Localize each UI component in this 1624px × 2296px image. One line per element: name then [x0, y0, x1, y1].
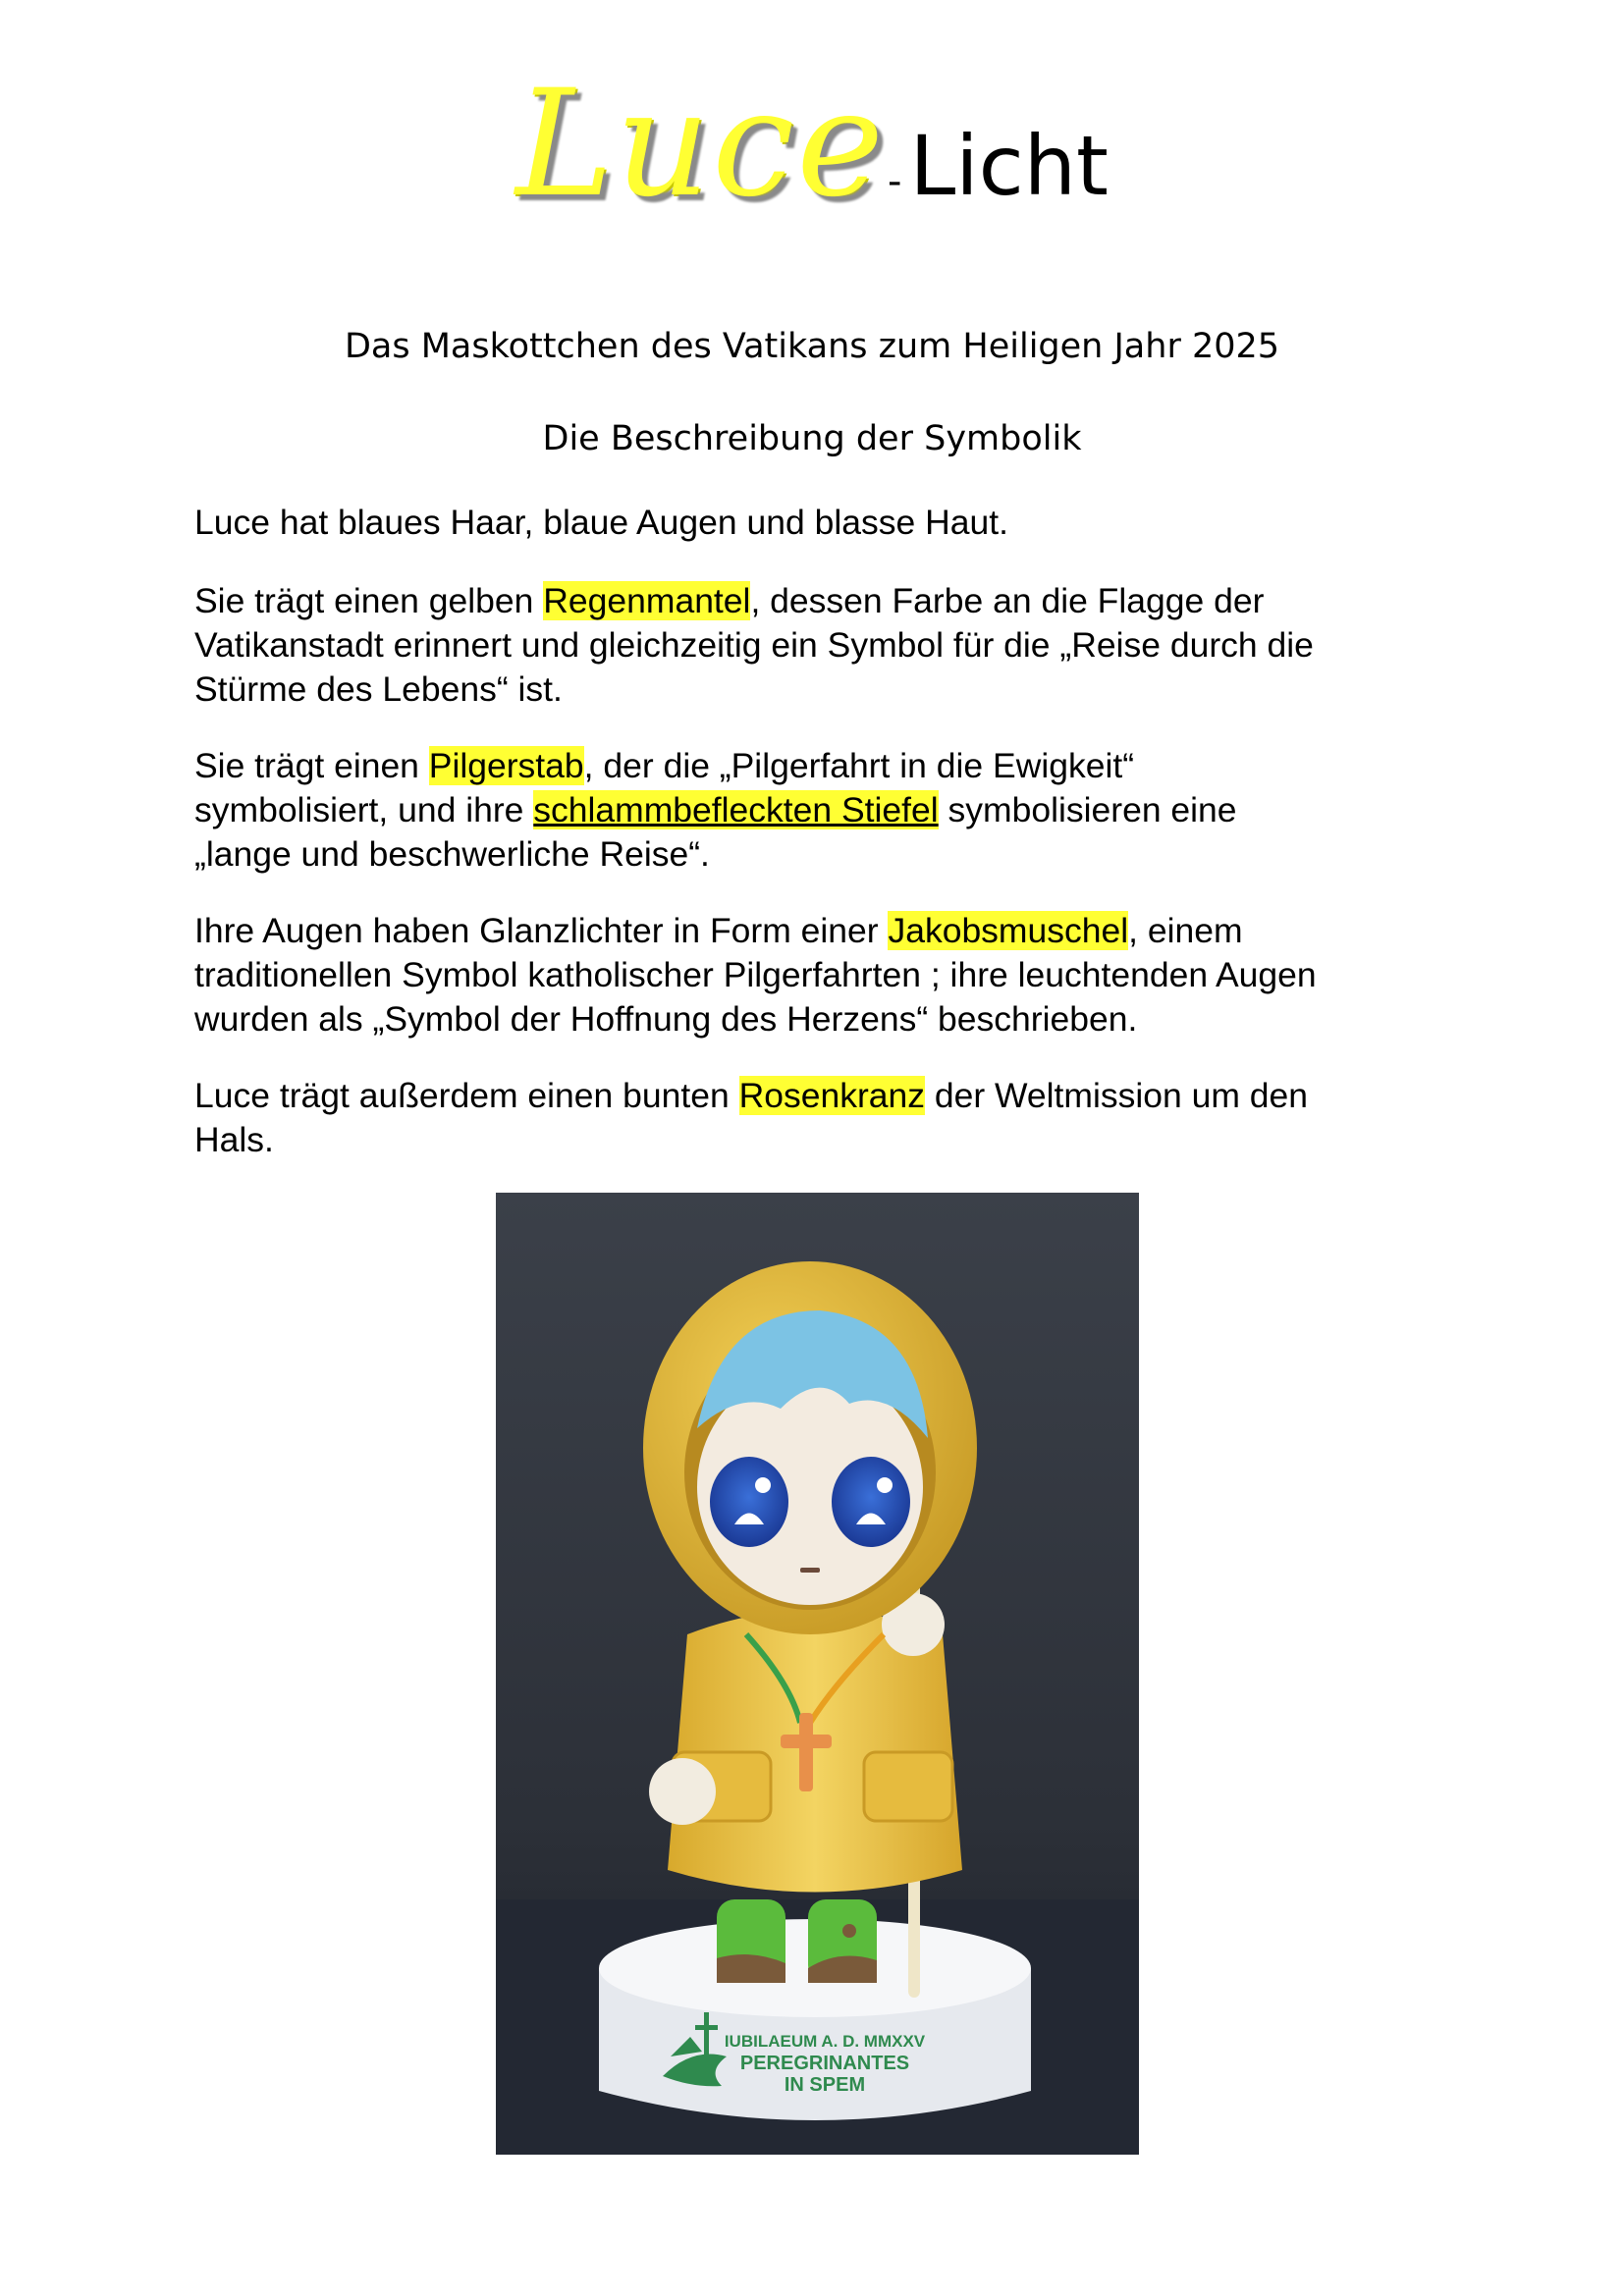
p4-d: wurden als „Symbol der Hoffnung des Herzens“ beschrieben.	[194, 999, 1138, 1039]
p5-b: der Weltmission um den	[925, 1076, 1309, 1115]
left-eye	[710, 1457, 788, 1547]
p3-a: Sie trägt einen	[194, 746, 429, 785]
p1-text: Luce hat blaues Haar, blaue Augen und blasse Haut.	[194, 503, 1008, 542]
paragraph-staff	[194, 744, 1471, 877]
p2-a: Sie trägt einen gelben	[194, 581, 544, 620]
right-eye	[832, 1457, 910, 1547]
p2-b: , dessen Farbe an die Flagge der	[750, 581, 1265, 620]
mascot-head	[643, 1261, 977, 1634]
p5-c: Hals.	[194, 1120, 274, 1159]
title-licht: Licht	[909, 118, 1109, 214]
p3-c: symbolisiert, und ihre	[194, 790, 534, 829]
highlight-rosenkranz: Rosenkranz	[738, 1076, 926, 1115]
title-dash: -	[888, 159, 902, 204]
highlight-jakobsmuschel: Jakobsmuschel	[888, 911, 1129, 950]
pedestal-line-3: IN SPEM	[784, 2074, 866, 2096]
p3-e: „lange und beschwerliche Reise“.	[194, 834, 710, 874]
pedestal-line-1: IUBILAEUM A. D. MMXXV	[724, 2032, 926, 2051]
title-luce: Luce	[515, 59, 887, 230]
p4-b: , einem	[1128, 911, 1243, 950]
highlight-regenmantel: Regenmantel	[543, 581, 751, 620]
subtitle-symbolism: Die Beschreibung der Symbolik	[542, 419, 1082, 458]
mascot-photo	[496, 1193, 1139, 2155]
pedestal-line-2: PEREGRINANTES	[739, 2053, 910, 2074]
p3-b: , der die „Pilgerfahrt in die Ewigkeit“	[583, 746, 1135, 785]
paragraph-appearance	[194, 501, 1471, 545]
p4-c: traditionellen Symbol katholischer Pilgerfahrten ; ihre leuchtenden Augen	[194, 955, 1317, 994]
page-title	[0, 59, 1624, 230]
paragraph-raincoat	[194, 579, 1471, 712]
paragraph-eyes	[194, 909, 1471, 1041]
p2-d: Stürme des Lebens“ ist.	[194, 669, 563, 709]
paragraph-rosary	[194, 1074, 1471, 1162]
p4-a: Ihre Augen haben Glanzlichter in Form einer	[194, 911, 889, 950]
subtitle-mascot: Das Maskottchen des Vatikans zum Heiligen Jahr 2025	[344, 327, 1280, 366]
highlight-pilgerstab: Pilgerstab	[428, 746, 584, 785]
p3-d: symbolisieren eine	[938, 790, 1237, 829]
mouth	[800, 1568, 820, 1573]
p2-c: Vatikanstadt erinnert und gleichzeitig ein Symbol für die „Reise durch die	[194, 625, 1314, 665]
highlight-stiefel: schlammbefleckten Stiefel	[533, 790, 939, 829]
p5-a: Luce trägt außerdem einen bunten	[194, 1076, 739, 1115]
